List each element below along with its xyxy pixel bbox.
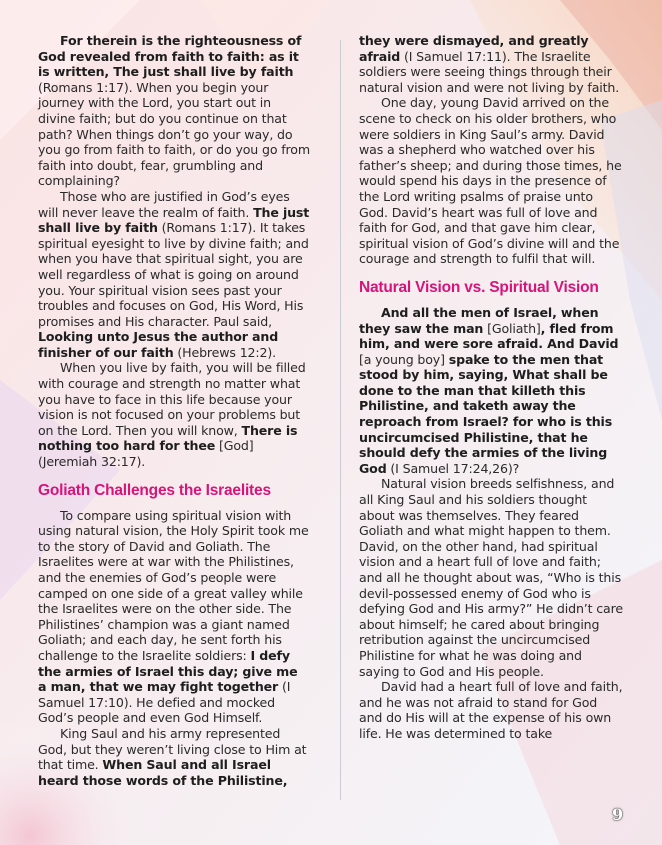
paragraph-text: (Hebrews 12:2). — [173, 344, 276, 360]
scripture-quote: There is nothing too hard for thee — [38, 422, 298, 454]
paragraph-text: To compare using spiritual vision with using natural vision, the Holy Spirit took me to the story of David and Goliath. The Israelites were at war with the Philistines, and the enemies of God’s people were camped on one side of a great valley while the Israelites were on the other side. The Philistines’ champion was a giant named Goliath; and each day, he sent forth his challenge to the Israelite soldiers: — [38, 507, 309, 663]
section-heading: Goliath Challenges the Israelites — [38, 481, 271, 499]
paragraph-text: (I Samuel 17:24,26)? — [386, 460, 520, 476]
paragraph-text: [God] (Jeremiah 32:17). — [38, 438, 254, 470]
right-column — [359, 33, 624, 742]
body-paragraph — [359, 476, 624, 679]
scripture-quote: The just shall live by faith — [38, 204, 310, 236]
paragraph-text: David had a heart full of love and faith, and he was not afraid to stand for God and do His will at the expense of his own life. He was determined to take — [359, 679, 623, 741]
paragraph-text: One day, young David arrived on the scene to check on his older brothers, who were soldiers in King Saul’s army. David was a shepherd who watched over his father’s sheep; and during those times, he would spend his days in the presence of the Lord writing psalms of praise unto God. David’s heart was full of love and faith for God, and that gave him clear, spiritual vision of God’s divine will and the courage and strength to fulfil that will. — [359, 95, 622, 267]
body-paragraph — [38, 360, 310, 469]
body-paragraph — [359, 679, 624, 741]
body-paragraph — [38, 726, 310, 788]
scripture-quote: spake to the men that stood by him, saying, What shall be done to the man that killeth this Philistine, and taketh away the reproach from Israel? for who is this uncircumcised Philistine, that he should defy the armies of the living God — [359, 351, 613, 476]
body-paragraph — [38, 33, 310, 189]
paragraph-text: [a young boy] — [359, 351, 449, 367]
paragraph-text: Natural vision breeds selfishness, and all King Saul and his soldiers thought about was themselves. They feared Goliath and what might happen to them. David, on the other hand, had spiritual vision and a heart full of love and faith; and all he thought about was, “Who is this devil-possessed enemy of God who is defying God and His army?” He didn’t care about himself; he cared about bringing retribution against the uncircumcised Philistine for what he was doing and saying to God and His people. — [359, 476, 623, 679]
scripture-quote: I defy the armies of Israel this day; give me a man, that we may fight together — [38, 647, 298, 695]
column-divider — [340, 40, 341, 800]
body-paragraph — [359, 95, 624, 267]
left-column — [38, 33, 310, 788]
paragraph-text: King Saul and his army represented God, but they weren’t living close to Him at that time. — [38, 725, 307, 773]
body-paragraph — [38, 189, 310, 361]
page-number: 9 — [612, 805, 624, 824]
body-paragraph — [38, 508, 310, 726]
scripture-quote: they were dismayed, and greatly afraid — [359, 33, 589, 64]
body-paragraph — [359, 33, 624, 95]
paragraph-text: Those who are justified in God’s eyes will never leave the realm of faith. — [38, 188, 290, 220]
paragraph-text: (I Samuel 17:10). He defied and mocked God’s people and even God Himself. — [38, 679, 291, 726]
paragraph-text: (Romans 1:17). It takes spiritual eyesight to live by divine faith; and when you have that spiritual sight, you are well regardless of what is going on around you. Your spiritual vision sees past your troubles and focuses on God, His Word, His promises and His character. Paul said, — [38, 220, 309, 329]
paragraph-text: [Goliath] — [483, 320, 541, 336]
scripture-quote: And all the men of Israel, when they saw the man — [359, 304, 599, 336]
paragraph-text: When you live by faith, you will be filled with courage and strength no matter what you have to face in this life because your vision is not focused on your problems but on the Lord. Then you will know, — [38, 360, 306, 438]
scripture-quote: For therein is the righteousness of God revealed from faith to faith: as it is written, The just shall live by faith — [38, 33, 302, 80]
paragraph-text: (Romans 1:17). When you begin your journey with the Lord, you start out in divine faith; but do you continue on that path? When things don’t go your way, do you go from faith to faith, or do you go from faith into doubt, fear, grumbling and complaining? — [38, 79, 310, 189]
paragraph-text: (I Samuel 17:11). The Israelite soldiers were seeing things through their natural vision and were not living by faith. — [359, 48, 620, 95]
body-paragraph — [359, 305, 624, 477]
scripture-quote: , fled from him, and were sore afraid. And David — [359, 320, 619, 352]
section-heading: Natural Vision vs. Spiritual Vision — [359, 278, 599, 296]
scripture-quote: Looking unto Jesus the author and finisher of our faith — [38, 329, 279, 360]
scripture-quote: When Saul and all Israel heard those words of the Philistine, — [38, 757, 288, 788]
